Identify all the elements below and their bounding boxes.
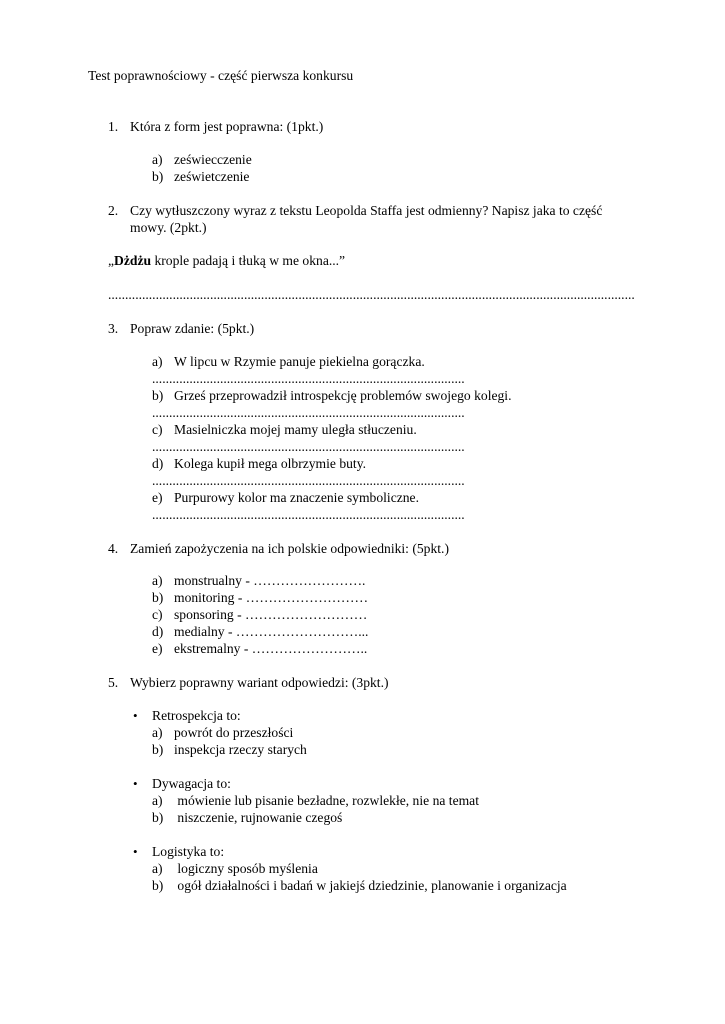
q3-answer-line-e[interactable]: ............................................................................................ xyxy=(152,507,465,522)
q1-text: Która z form jest poprawna: (1pkt.) xyxy=(130,119,324,134)
q4-option-e xyxy=(152,640,367,657)
q2-text-line2: mowy. (2pkt.) xyxy=(130,220,207,235)
q2-number: 2. xyxy=(108,203,119,218)
option-letter: b) xyxy=(152,388,164,403)
q1-number: 1. xyxy=(108,119,119,134)
q3-option-e xyxy=(152,489,419,506)
option-text: sponsoring - ……………………… xyxy=(174,607,368,622)
option-letter: e) xyxy=(152,490,163,505)
q3-option-b xyxy=(152,387,511,404)
option-text: monitoring - ……………………… xyxy=(174,590,369,605)
option-text: Grześ przeprowadził introspekcję problemów swojego kolegi. xyxy=(174,388,512,403)
q4-text: Zamień zapożyczenia na ich polskie odpowiedniki: (5pkt.) xyxy=(130,541,449,556)
option-text: mówienie lub pisanie bezładne, rozwlekłe, nie na temat xyxy=(174,793,479,808)
bullet-icon: • xyxy=(133,844,138,859)
option-letter: a) xyxy=(152,725,163,740)
quote-bold-word: Dżdżu xyxy=(114,253,152,268)
q4-option-b xyxy=(152,589,368,606)
q4-option-c xyxy=(152,606,367,623)
quote-open: „ xyxy=(108,253,115,268)
q5-g1-option-a xyxy=(152,724,293,741)
q3-answer-line-a[interactable]: ............................................................................................ xyxy=(152,371,465,386)
q5-g1-option-b xyxy=(152,741,307,758)
option-text: niszczenie, rujnowanie czegoś xyxy=(174,810,343,825)
q1-option-b xyxy=(152,168,249,185)
q2-answer-line[interactable]: ........................................................................................................................................................... xyxy=(108,287,635,302)
q5-text: Wybierz poprawny wariant odpowiedzi: (3pkt.) xyxy=(130,675,389,690)
quote-rest: krople padają i tłuką w me okna...” xyxy=(151,253,346,268)
option-letter: b) xyxy=(152,742,164,757)
q3-answer-line-c[interactable]: ............................................................................................ xyxy=(152,439,465,454)
q5-g2-option-b xyxy=(152,809,342,826)
option-letter: a) xyxy=(152,152,163,167)
option-letter: d) xyxy=(152,456,164,471)
q3-answer-line-d[interactable]: ............................................................................................ xyxy=(152,473,465,488)
option-letter: d) xyxy=(152,624,164,639)
q5-g2-option-a xyxy=(152,792,479,809)
q5-number: 5. xyxy=(108,675,119,690)
option-text: ogół działalności i badań w jakiejś dziedzinie, planowanie i organizacja xyxy=(174,878,567,893)
option-text: medialny - ………………………... xyxy=(174,624,369,639)
option-letter: b) xyxy=(152,810,164,825)
q3-number: 3. xyxy=(108,321,119,336)
option-letter: b) xyxy=(152,878,164,893)
option-letter: b) xyxy=(152,590,164,605)
option-letter: c) xyxy=(152,422,163,437)
option-text: monstrualny - ……………………. xyxy=(174,573,366,588)
q3-text: Popraw zdanie: (5pkt.) xyxy=(130,321,255,336)
option-letter: a) xyxy=(152,793,163,808)
q3-answer-line-b[interactable]: ............................................................................................ xyxy=(152,405,465,420)
q5-term-retrospekcja: Retrospekcja to: xyxy=(152,708,241,723)
option-text: logiczny sposób myślenia xyxy=(174,861,318,876)
option-text: ekstremalny - …………………….. xyxy=(174,641,368,656)
q3-option-a xyxy=(152,353,425,370)
q3-option-d xyxy=(152,455,366,472)
option-text: Kolega kupił mega olbrzymie buty. xyxy=(174,456,367,471)
option-letter: a) xyxy=(152,354,163,369)
option-letter: e) xyxy=(152,641,163,656)
option-text: inspekcja rzeczy starych xyxy=(174,742,307,757)
option-letter: c) xyxy=(152,607,163,622)
q5-term-logistyka: Logistyka to: xyxy=(152,844,225,859)
bullet-icon: • xyxy=(133,708,138,723)
q1-option-a xyxy=(152,151,252,168)
option-letter: a) xyxy=(152,573,163,588)
q5-g3-option-b xyxy=(152,877,567,894)
option-text: ześwietczenie xyxy=(174,169,250,184)
q5-g3-option-a xyxy=(152,860,318,877)
bullet-icon: • xyxy=(133,776,138,791)
document-title: Test poprawnościowy - część pierwsza konkursu xyxy=(88,68,354,83)
q3-option-c xyxy=(152,421,417,438)
option-text: Masielniczka mojej mamy uległa stłuczeniu. xyxy=(174,422,417,437)
q4-option-a xyxy=(152,572,365,589)
option-letter: a) xyxy=(152,861,163,876)
q4-option-d xyxy=(152,623,368,640)
option-letter: b) xyxy=(152,169,164,184)
q4-number: 4. xyxy=(108,541,119,556)
option-text: W lipcu w Rzymie panuje piekielna gorączka. xyxy=(174,354,425,369)
q2-quote xyxy=(108,252,345,269)
q2-text-line1: Czy wytłuszczony wyraz z tekstu Leopolda Staffa jest odmienny? Napisz jaka to część xyxy=(130,203,603,218)
option-text: zeświecczenie xyxy=(174,152,252,167)
q5-term-dywagacja: Dywagacja to: xyxy=(152,776,231,791)
option-text: powrót do przeszłości xyxy=(174,725,294,740)
option-text: Purpurowy kolor ma znaczenie symboliczne. xyxy=(174,490,419,505)
